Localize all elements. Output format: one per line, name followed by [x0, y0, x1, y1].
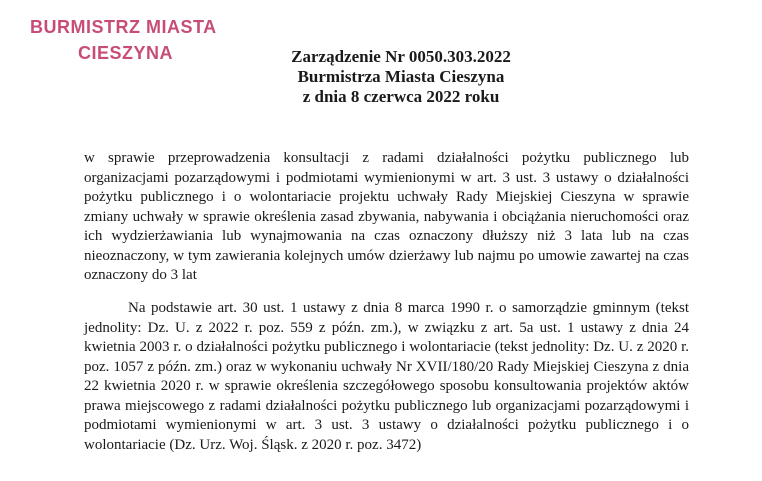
document-subject: w sprawie przeprowadzenia konsultacji z radami działalności pożytku publicznego lub organizacjami pozarządowymi i podmiotami wymienionymi w art. 3 ust. 3 ustawy o działalności pożytku publicznego i o wolontariacie projektu uchwały Rady Miejskiej Cieszyna w sprawie zmiany uchwały w sprawie określenia zasad zbywania, nabywania i obciążania nieruchomości oraz ich wydzierżawiania lub wynajmowania na czas oznaczony dłuższy niż 3 lata lub na czas nieoznaczony, w tym zawierania kolejnych umów dzierżawy lub najmu po umowie zawartej na czas oznaczony do 3 lat — [84, 150, 689, 283]
document-date: z dnia 8 czerwca 2022 roku — [302, 87, 500, 106]
document-header — [0, 47, 762, 107]
stamp-line-2: CIESZYNA — [78, 43, 174, 63]
stamp-line-1: BURMISTRZ MIASTA — [30, 17, 217, 37]
document-title: Zarządzenie Nr 0050.303.2022 — [291, 47, 511, 66]
legal-basis-paragraph: Na podstawie art. 30 ust. 1 ustawy z dnia 8 marca 1990 r. o samorządzie gminnym (tekst jednolity: Dz. U. z 2022 r. poz. 559 z późn. zm.), w związku z art. 5a ust. 1 ustawy z dnia 24 kwietnia 2003 r. o działalności pożytku publicznego i wolontariacie (tekst jednolity: Dz. U. z 2020 r. poz. 1057 z późn. zm.) oraz w wykonaniu uchwały Nr XVII/180/20 Rady Miejskiej Cieszyna z dnia 22 kwietnia 2020 r. w sprawie określenia szczegółowego sposobu konsultowania projektów aktów prawa miejscowego z radami działalności pożytku publicznego lub organizacjami pozarządowymi i podmiotami wymienionymi w art. 3 ust. 3 ustawy o działalności pożytku publicznego i o wolontariacie (Dz. Urz. Woj. Śląsk. z 2020 r. poz. 3472) — [84, 300, 689, 453]
document-authority: Burmistrza Miasta Cieszyna — [297, 67, 505, 86]
